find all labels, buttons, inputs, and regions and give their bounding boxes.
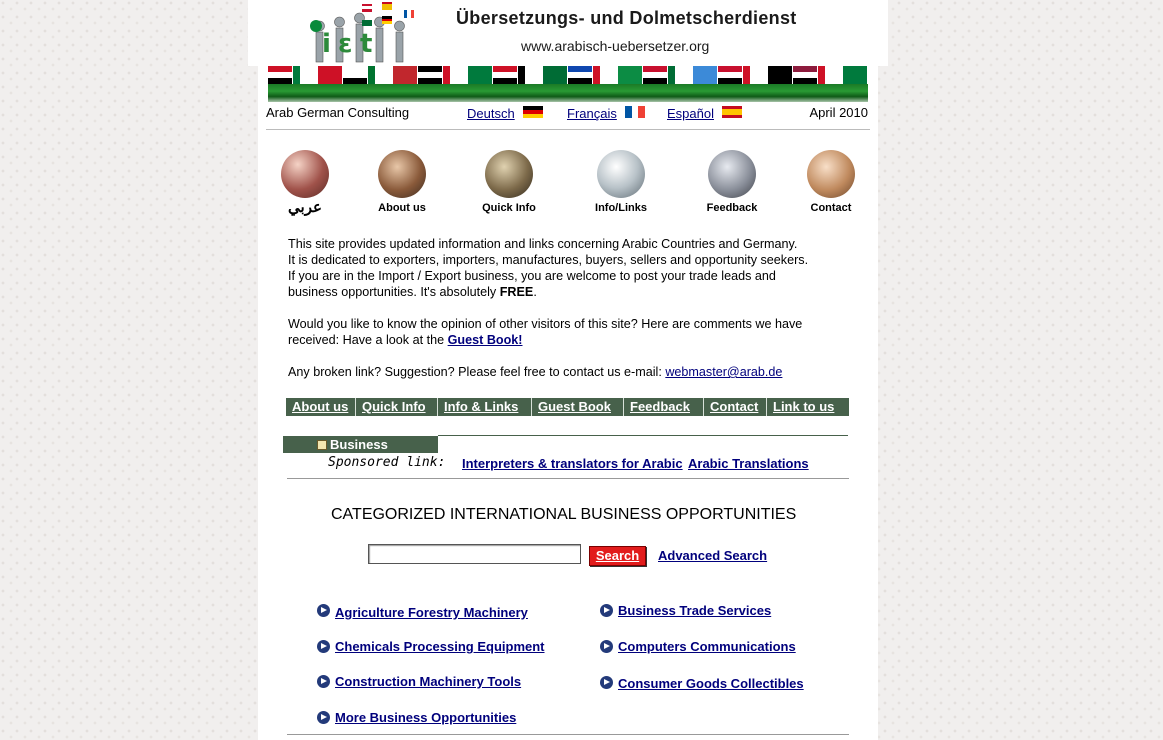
nav-label: Info/Links bbox=[595, 202, 647, 214]
flag-icon bbox=[493, 66, 518, 84]
icon-navigation bbox=[270, 150, 870, 220]
flag-icon bbox=[593, 66, 618, 84]
nav-info-links[interactable] bbox=[589, 150, 653, 214]
divider bbox=[266, 129, 870, 130]
category-agriculture[interactable]: Agriculture Forestry Machinery bbox=[335, 605, 528, 620]
flag-icon bbox=[418, 66, 443, 84]
nav-arabic[interactable] bbox=[280, 150, 330, 216]
flag-icon bbox=[793, 66, 818, 84]
globe-icon bbox=[597, 150, 645, 198]
linkbar-quick-info[interactable]: Quick Info bbox=[356, 398, 438, 416]
advanced-search-link[interactable]: Advanced Search bbox=[658, 548, 768, 563]
nav-label: About us bbox=[378, 202, 426, 214]
category-business-trade[interactable]: Business Trade Services bbox=[618, 603, 772, 618]
category-chemicals[interactable]: Chemicals Processing Equipment bbox=[335, 639, 545, 654]
main-link-bar bbox=[286, 398, 849, 416]
flag-icon bbox=[268, 66, 293, 84]
green-divider-bar bbox=[268, 84, 868, 102]
language-bar bbox=[266, 104, 870, 128]
arrow-bullet-icon bbox=[317, 604, 330, 617]
intro-paragraph-1 bbox=[288, 236, 848, 300]
nav-label: Feedback bbox=[706, 202, 758, 214]
linkbar-contact[interactable]: Contact bbox=[704, 398, 767, 416]
france-flag-icon bbox=[625, 106, 645, 118]
lang-link-francais[interactable]: Français bbox=[567, 106, 617, 121]
flag-icon bbox=[618, 66, 643, 84]
flag-icon bbox=[668, 66, 693, 84]
intro-line: If you are in the Import / Export business, you are welcome to post your trade leads and bbox=[288, 269, 776, 283]
nav-contact[interactable] bbox=[804, 150, 858, 214]
search-button[interactable]: Search bbox=[589, 546, 646, 566]
intro-line: It is dedicated to exporters, importers, manufactures, buyers, sellers and opportunity seekers. bbox=[288, 253, 809, 267]
flag-icon bbox=[768, 66, 793, 84]
arrow-bullet-icon bbox=[600, 676, 613, 689]
nav-label: Contact bbox=[810, 202, 852, 214]
nav-quick-info[interactable] bbox=[478, 150, 540, 214]
site-banner bbox=[248, 0, 888, 66]
intro-text bbox=[288, 236, 848, 396]
nav-label: عربي bbox=[288, 199, 322, 216]
flag-icon bbox=[293, 66, 318, 84]
nav-about-us[interactable] bbox=[372, 150, 432, 214]
business-icon bbox=[317, 440, 327, 450]
divider bbox=[438, 435, 848, 436]
nav-label: Quick Info bbox=[482, 202, 536, 214]
intro-line: Would you like to know the opinion of other visitors of this site? Here are comments we have bbox=[288, 317, 803, 331]
flag-icon bbox=[643, 66, 668, 84]
feedback-icon bbox=[708, 150, 756, 198]
site-logo bbox=[308, 2, 428, 64]
intro-paragraph-3 bbox=[288, 364, 848, 380]
search-input[interactable] bbox=[368, 544, 581, 564]
date-label: April 2010 bbox=[809, 105, 868, 120]
flag-icon bbox=[568, 66, 593, 84]
flag-icon bbox=[718, 66, 743, 84]
category-computers[interactable]: Computers Communications bbox=[618, 639, 796, 654]
flag-icon bbox=[318, 66, 343, 84]
business-tab-label: Business bbox=[330, 437, 388, 452]
lang-link-deutsch[interactable]: Deutsch bbox=[467, 106, 515, 121]
linkbar-about-us[interactable]: About us bbox=[286, 398, 356, 416]
company-name: Arab German Consulting bbox=[266, 105, 410, 120]
free-label: FREE bbox=[499, 285, 534, 299]
info-icon bbox=[485, 150, 533, 198]
arrow-bullet-icon bbox=[600, 604, 613, 617]
flag-icon bbox=[543, 66, 568, 84]
banner-title: Übersetzungs- und Dolmetscherdienst bbox=[456, 8, 797, 28]
sponsored-link-arabic-translations[interactable]: Arabic Translations bbox=[688, 456, 809, 471]
lang-link-espanol[interactable]: Español bbox=[667, 106, 714, 121]
arab-flags-strip bbox=[268, 66, 868, 84]
arabic-icon bbox=[281, 150, 329, 198]
business-opportunities-title: CATEGORIZED INTERNATIONAL BUSINESS OPPORTUNITIES bbox=[331, 506, 797, 523]
intro-line: business opportunities. It's absolutely bbox=[288, 285, 500, 299]
arrow-bullet-icon bbox=[317, 675, 330, 688]
svg-text:ε: ε bbox=[338, 29, 353, 59]
svg-text:t: t bbox=[360, 29, 373, 59]
about-icon bbox=[378, 150, 426, 198]
divider bbox=[287, 734, 849, 735]
flag-icon bbox=[443, 66, 468, 84]
arrow-bullet-icon bbox=[600, 640, 613, 653]
arrow-bullet-icon bbox=[317, 640, 330, 653]
flag-icon bbox=[693, 66, 718, 84]
nav-feedback[interactable] bbox=[702, 150, 762, 214]
intro-line: . bbox=[533, 285, 537, 299]
intro-line: received: Have a look at the bbox=[288, 333, 448, 347]
linkbar-feedback[interactable]: Feedback bbox=[624, 398, 704, 416]
arrow-bullet-icon bbox=[317, 711, 330, 724]
business-tab bbox=[283, 436, 438, 453]
contact-icon bbox=[807, 150, 855, 198]
sponsored-label: Sponsored link: bbox=[328, 455, 446, 470]
flag-icon bbox=[468, 66, 493, 84]
flag-icon bbox=[343, 66, 368, 84]
linkbar-guest-book[interactable]: Guest Book bbox=[532, 398, 624, 416]
svg-text:i: i bbox=[322, 29, 331, 59]
flag-icon bbox=[743, 66, 768, 84]
category-consumer-goods[interactable]: Consumer Goods Collectibles bbox=[618, 676, 804, 691]
divider bbox=[287, 478, 849, 479]
banner-url: www.arabisch-uebersetzer.org bbox=[521, 38, 710, 54]
spain-flag-icon bbox=[722, 106, 742, 118]
guest-book-link[interactable]: Guest Book! bbox=[447, 333, 523, 347]
webmaster-email-link[interactable]: webmaster@arab.de bbox=[665, 365, 783, 379]
category-more-opportunities[interactable]: More Business Opportunities bbox=[335, 710, 517, 725]
flag-icon bbox=[818, 66, 843, 84]
linkbar-link-to-us[interactable]: Link to us bbox=[773, 399, 835, 414]
category-construction[interactable]: Construction Machinery Tools bbox=[335, 674, 522, 689]
flag-icon bbox=[518, 66, 543, 84]
sponsored-link-interpreters[interactable]: Interpreters & translators for Arabic bbox=[462, 456, 683, 471]
intro-paragraph-2 bbox=[288, 316, 848, 348]
intro-line: Any broken link? Suggestion? Please feel free to contact us e-mail: bbox=[288, 365, 666, 379]
flag-icon bbox=[368, 66, 393, 84]
linkbar-info-links[interactable]: Info & Links bbox=[438, 398, 532, 416]
germany-flag-icon bbox=[523, 106, 543, 118]
flag-icon bbox=[393, 66, 418, 84]
intro-line: This site provides updated information and links concerning Arabic Countries and Germany. bbox=[288, 237, 798, 251]
flag-icon bbox=[843, 66, 868, 84]
